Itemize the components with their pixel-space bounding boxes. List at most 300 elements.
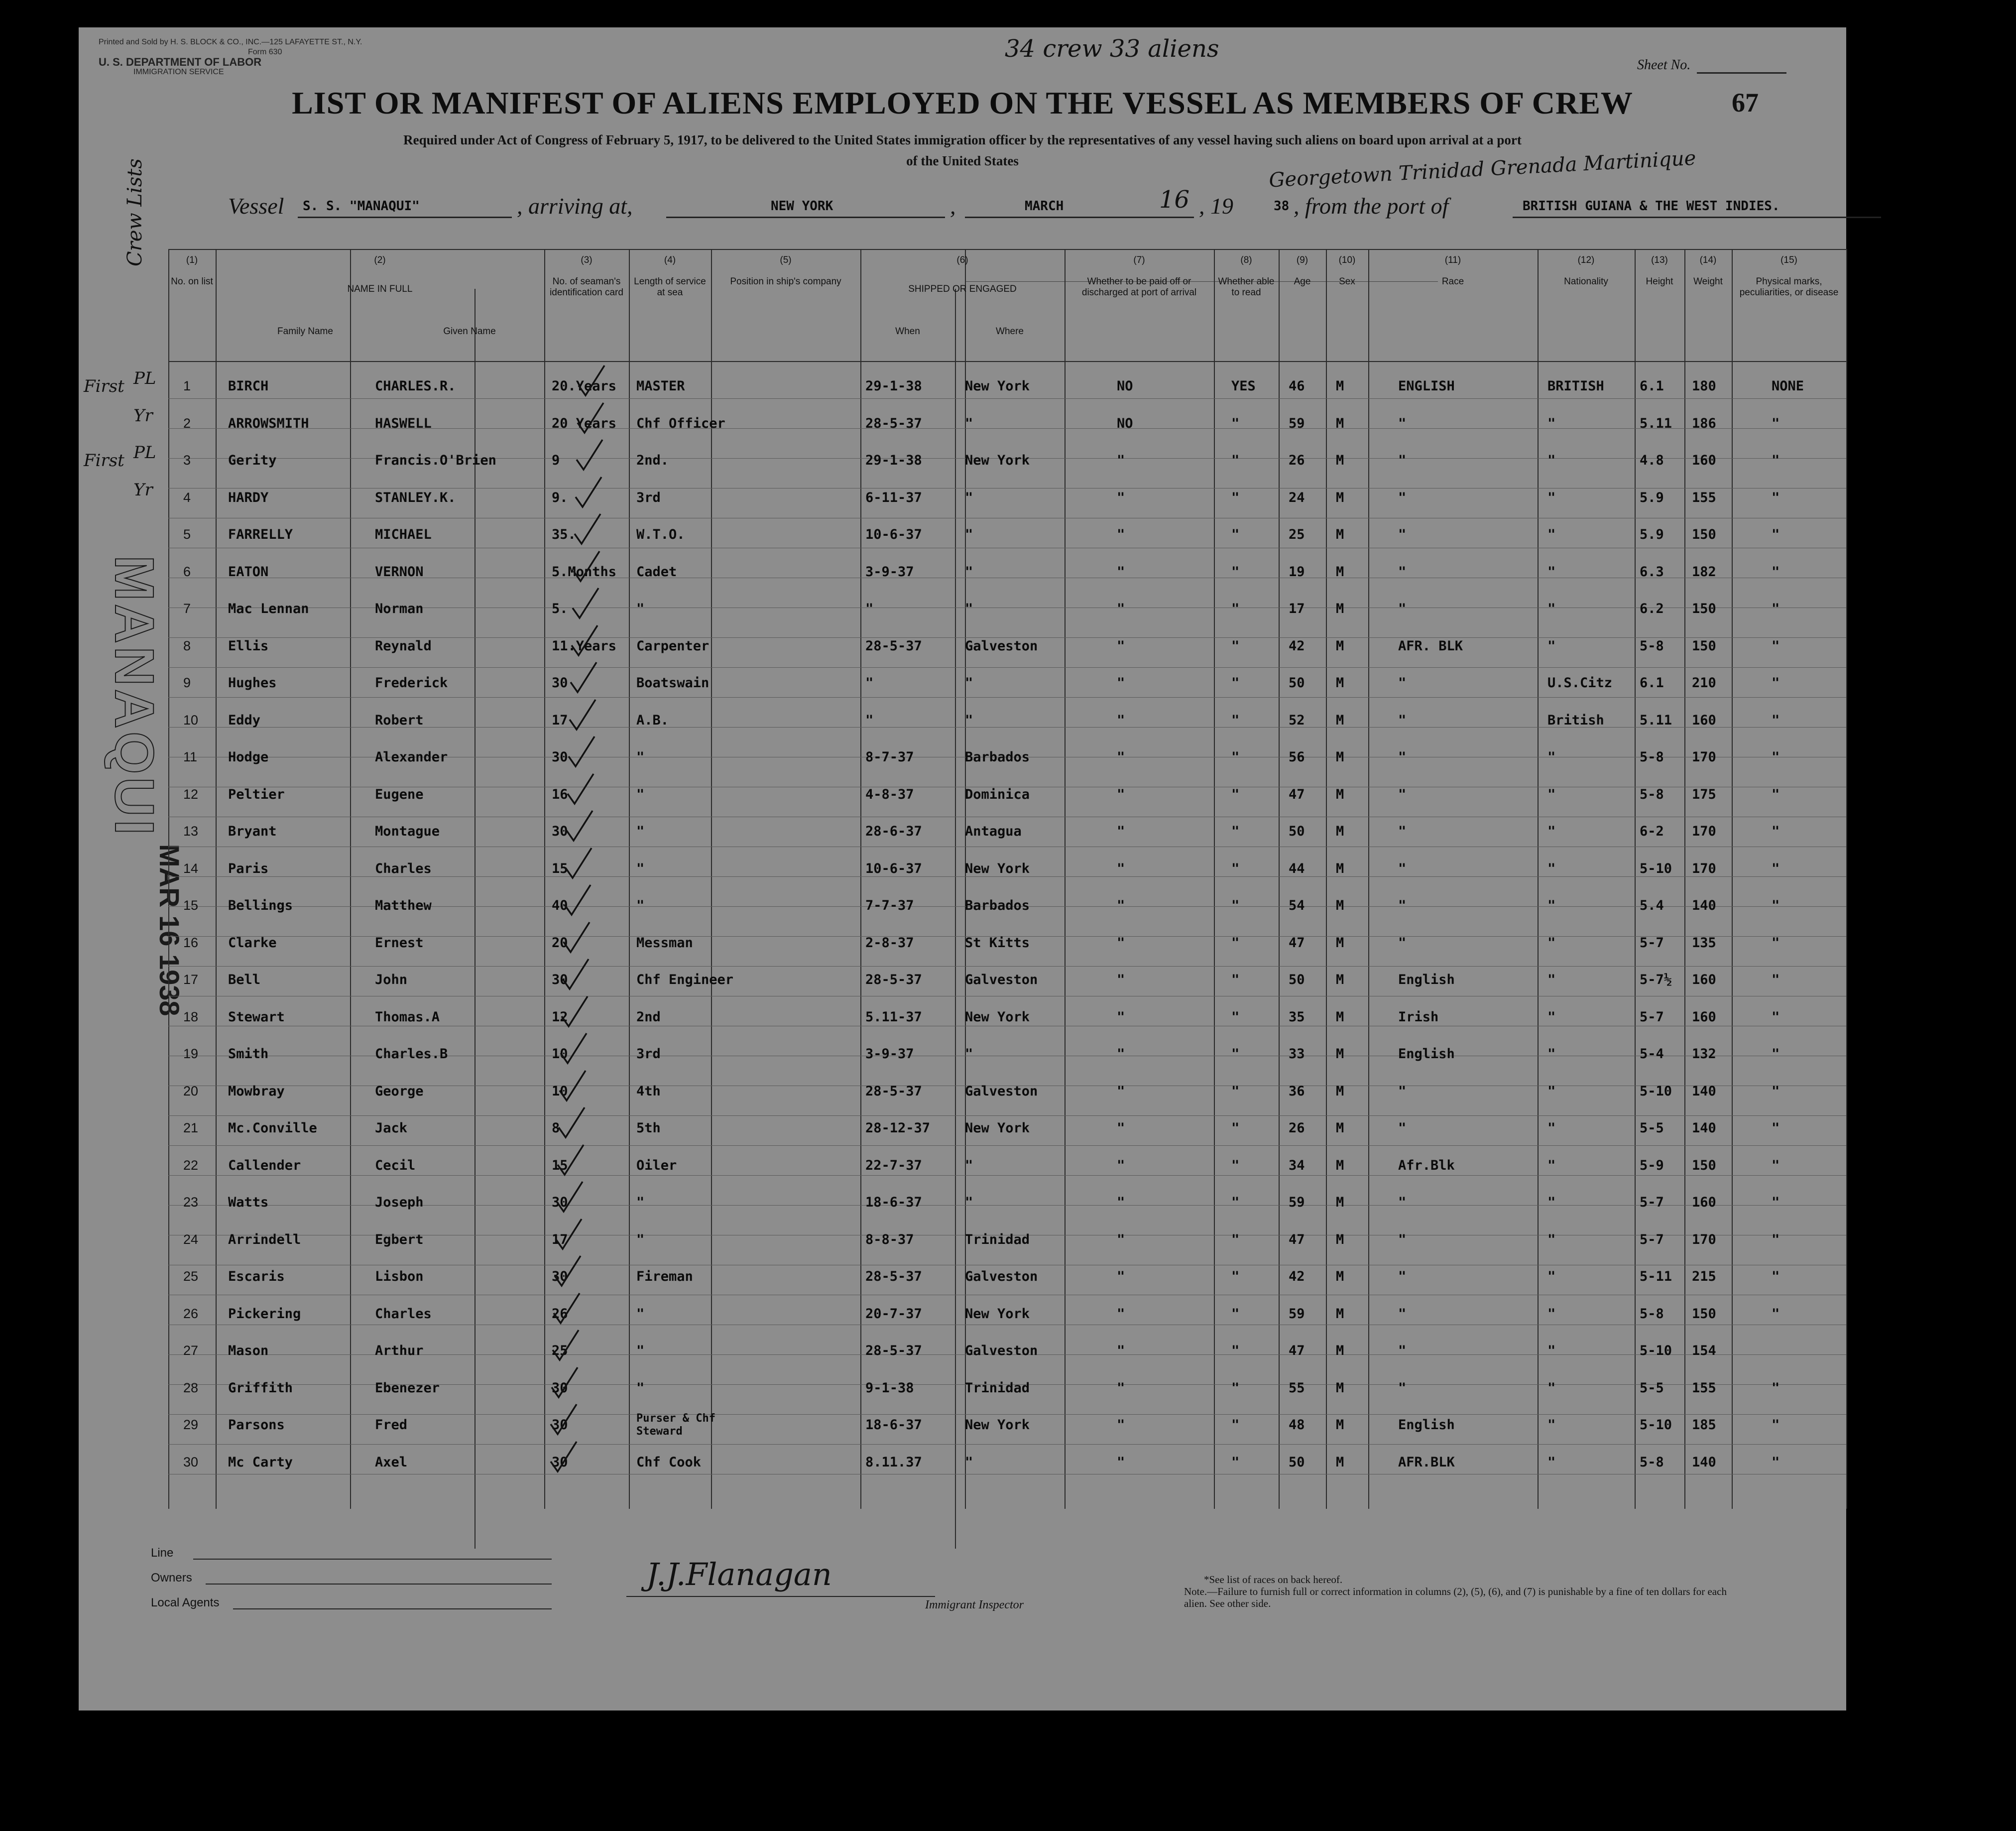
page-title: LIST OR MANIFEST OF ALIENS EMPLOYED ON THE VESSEL AS MEMBERS OF CREW [292, 85, 1633, 121]
race: " [1398, 786, 1407, 802]
paid-off: " [1117, 638, 1125, 654]
position-in-company: Cadet [636, 564, 677, 580]
checkmark-icon [570, 623, 599, 658]
given-name: Charles.B [375, 1046, 448, 1062]
column-number: (11) [1444, 255, 1461, 265]
margin-note: First [84, 451, 124, 471]
nationality: " [1547, 489, 1556, 505]
height: 5.11 [1640, 712, 1672, 728]
shipped-when: 4-8-37 [865, 786, 914, 802]
age: 26 [1289, 1120, 1305, 1136]
family-name: FARRELLY [228, 527, 293, 542]
paid-off: " [1117, 972, 1125, 987]
nationality: " [1547, 898, 1556, 913]
paid-off: " [1117, 1157, 1125, 1173]
race: " [1398, 527, 1407, 542]
nationality: " [1547, 1120, 1556, 1136]
position-in-company: Chf Officer [636, 415, 725, 431]
weight: 185 [1692, 1417, 1716, 1433]
row-number: 10 [183, 712, 199, 728]
given-name: Charles [375, 1306, 432, 1322]
shipped-when: 6-11-37 [865, 489, 922, 505]
shipped-where: Galveston [965, 1343, 1038, 1358]
weight: 215 [1692, 1269, 1716, 1284]
checkmark-icon [556, 1143, 586, 1178]
paid-off: " [1117, 712, 1125, 728]
physical-marks: " [1772, 972, 1780, 987]
weight: 140 [1692, 898, 1716, 913]
age: 42 [1289, 1269, 1305, 1284]
weight: 150 [1692, 1157, 1716, 1173]
weight: 140 [1692, 1083, 1716, 1099]
service-label: IMMIGRATION SERVICE [133, 68, 224, 76]
family-name: Mason [228, 1343, 269, 1358]
sex: M [1336, 786, 1344, 802]
margin-mark: PL [133, 368, 156, 388]
nationality: " [1547, 601, 1556, 616]
column-header: Whether to be paid off or discharged at port of arrival [1081, 276, 1197, 298]
able-to-read: " [1231, 638, 1240, 654]
nationality: " [1547, 786, 1556, 802]
height: 6.1 [1640, 675, 1664, 691]
fine-note: Note.—Failure to furnish full or correct information in columns (2), (5), (6), and (7) is punishable by a fine of ten dollars for each alien. See other side. [1184, 1586, 1727, 1609]
given-name: HASWELL [375, 415, 432, 431]
sex: M [1336, 1269, 1344, 1284]
shipped-where: Barbados [965, 898, 1030, 913]
position-in-company: 2nd. [636, 453, 669, 468]
checkmark-icon [552, 1291, 582, 1326]
column-header: No. of seaman's identification card [550, 276, 623, 298]
physical-marks: " [1772, 1120, 1780, 1136]
race: " [1398, 1380, 1407, 1396]
table-row [168, 819, 1846, 849]
table-row [133, 480, 1846, 515]
race: " [1398, 1343, 1407, 1358]
weight: 150 [1692, 638, 1716, 654]
checkmark-icon [550, 1365, 580, 1400]
weight: 170 [1692, 824, 1716, 839]
paid-off: " [1117, 453, 1125, 468]
paid-off: " [1117, 1120, 1125, 1136]
race: ENGLISH [1398, 378, 1455, 394]
nationality: " [1547, 935, 1556, 951]
family-name: Callender [228, 1157, 301, 1173]
race: " [1398, 860, 1407, 876]
table-row [168, 1450, 1846, 1479]
weight: 160 [1692, 972, 1716, 987]
shipped-when: 5.11-37 [865, 1009, 922, 1025]
printer-line: Printed and Sold by H. S. BLOCK & CO., INC.—125 LAFAYETTE ST., N.Y. [99, 38, 362, 46]
able-to-read: " [1231, 972, 1240, 987]
height: 5-8 [1640, 638, 1664, 654]
sex: M [1336, 1454, 1344, 1470]
arrival-port: NEW YORK [771, 199, 833, 214]
family-name: Clarke [228, 935, 277, 951]
sex: M [1336, 1417, 1344, 1433]
length-of-service: 20.Years [552, 378, 617, 394]
position-in-company: MASTER [636, 378, 685, 394]
checkmark-icon [562, 920, 592, 955]
sex: M [1336, 564, 1344, 580]
arrival-date-line [965, 217, 1194, 218]
footer-note [1184, 1574, 1732, 1609]
physical-marks: " [1772, 1083, 1780, 1099]
age: 50 [1289, 675, 1305, 691]
row-number: 20 [183, 1083, 199, 1099]
table-row [168, 1153, 1846, 1183]
position-in-company: 3rd [636, 1046, 661, 1062]
family-name: Ellis [228, 638, 269, 654]
family-name: Eddy [228, 712, 261, 728]
paid-off: " [1117, 824, 1125, 839]
shipped-when: 7-7-37 [865, 898, 914, 913]
race: " [1398, 675, 1407, 691]
table-row [84, 443, 1846, 478]
age: 50 [1289, 1454, 1305, 1470]
height: 5.9 [1640, 527, 1664, 542]
checkmark-icon [561, 957, 591, 992]
row-number: 21 [183, 1120, 199, 1135]
column-header: Length of service at sea [634, 276, 706, 298]
form-number: Form 630 [248, 48, 282, 56]
height: 5-8 [1640, 786, 1664, 802]
length-of-service: 35. [552, 527, 576, 542]
shipped-when: 9-1-38 [865, 1380, 914, 1396]
vessel-name-stamp: MANAQUI [104, 555, 165, 838]
shipped-when: 28-5-37 [865, 972, 922, 987]
length-of-service: 15 [552, 1157, 568, 1173]
column-divider [1846, 249, 1847, 1509]
age: 19 [1289, 564, 1305, 580]
shipped-where: Dominica [965, 786, 1030, 802]
arrival-date-stamp: MAR 16 1938 [154, 844, 185, 1016]
table-row [168, 1412, 1846, 1442]
row-number: 3 [183, 453, 191, 468]
shipped-when: " [865, 675, 874, 691]
physical-marks: " [1772, 1306, 1780, 1322]
race: " [1398, 1269, 1407, 1284]
arrival-year: 38 [1274, 199, 1290, 214]
shipped-where: " [965, 1454, 973, 1470]
row-number: 28 [183, 1380, 199, 1395]
manifest-sheet [79, 27, 1846, 1710]
column-header: Whether able to read [1218, 276, 1275, 298]
height: 5-10 [1640, 1417, 1672, 1433]
physical-marks: " [1772, 1157, 1780, 1173]
inspector-label: Immigrant Inspector [925, 1598, 1024, 1611]
shipped-when: 3-9-37 [865, 1046, 914, 1062]
checkmark-icon [549, 1402, 579, 1437]
shipped-where: " [965, 712, 973, 728]
shipped-where: " [965, 1046, 973, 1062]
row-number: 2 [183, 415, 191, 431]
nationality: " [1547, 749, 1556, 765]
length-of-service: 30 [552, 1380, 568, 1396]
family-name: HARDY [228, 489, 269, 505]
column-number: (3) [581, 255, 593, 265]
shipped-when: 28-12-37 [865, 1120, 931, 1136]
table-row [168, 596, 1846, 626]
age: 59 [1289, 1306, 1305, 1322]
column-number: (14) [1699, 255, 1717, 265]
handwritten-ports: Georgetown Trinidad Grenada Martinique [1268, 146, 1697, 192]
row-number: 29 [183, 1417, 199, 1432]
checkmark-icon [559, 1031, 589, 1066]
row-rule [168, 1145, 1846, 1146]
column-number: (2) [374, 255, 386, 265]
shipped-when: 18-6-37 [865, 1417, 922, 1433]
length-of-service: 30 [552, 749, 568, 765]
physical-marks: " [1772, 1009, 1780, 1025]
shipped-when: 10-6-37 [865, 527, 922, 542]
weight: 160 [1692, 1009, 1716, 1025]
sex: M [1336, 415, 1344, 431]
able-to-read: " [1231, 1306, 1240, 1322]
family-name: Bell [228, 972, 261, 987]
able-to-read: " [1231, 453, 1240, 468]
column-number: (9) [1296, 255, 1308, 265]
row-number: 27 [183, 1343, 199, 1358]
given-name: MICHAEL [375, 527, 432, 542]
paid-off: " [1117, 601, 1125, 616]
race: " [1398, 1083, 1407, 1099]
shipped-where: New York [965, 1009, 1030, 1025]
family-name: Bryant [228, 824, 277, 839]
shipped-when: " [865, 712, 874, 728]
shipped-when: 28-5-37 [865, 415, 922, 431]
length-of-service: 5. [552, 601, 568, 616]
nationality: " [1547, 415, 1556, 431]
family-name: Bellings [228, 898, 293, 913]
nationality: " [1547, 1380, 1556, 1396]
given-name: Reynald [375, 638, 432, 654]
row-number: 14 [183, 860, 199, 876]
shipped-where: New York [965, 453, 1030, 468]
given-name: Eugene [375, 786, 424, 802]
row-number: 7 [183, 601, 191, 616]
row-number: 6 [183, 564, 191, 579]
weight: 170 [1692, 749, 1716, 765]
height: 6.2 [1640, 601, 1664, 616]
paid-off: " [1117, 1454, 1125, 1470]
family-name: Gerity [228, 453, 277, 468]
family-name: Hughes [228, 675, 277, 691]
given-name: CHARLES.R. [375, 378, 456, 394]
vessel-name: S. S. "MANAQUI" [303, 199, 420, 214]
weight: 170 [1692, 860, 1716, 876]
sex: M [1336, 1306, 1344, 1322]
position-in-company: " [636, 1231, 645, 1247]
arrival-day: 16 [1159, 186, 1190, 214]
table-row [168, 1375, 1846, 1405]
column-number: (1) [186, 255, 198, 265]
position-in-company: " [636, 1343, 645, 1358]
given-name: Alexander [375, 749, 448, 765]
sheet-number-line [1697, 72, 1786, 74]
position-in-company: W.T.O. [636, 527, 685, 542]
family-name: Pickering [228, 1306, 301, 1322]
column-number: (12) [1577, 255, 1595, 265]
paid-off: " [1117, 1195, 1125, 1210]
shipped-when: 18-6-37 [865, 1195, 922, 1210]
column-header: Weight [1693, 276, 1723, 287]
able-to-read: " [1231, 1195, 1240, 1210]
family-name: Mc Carty [228, 1454, 293, 1470]
weight: 132 [1692, 1046, 1716, 1062]
height: 5-7 [1640, 1009, 1664, 1025]
race: English [1398, 1046, 1455, 1062]
paid-off: " [1117, 1083, 1125, 1099]
family-name: Watts [228, 1195, 269, 1210]
age: 47 [1289, 1343, 1305, 1358]
column-number: (6) [956, 255, 968, 265]
races-note: *See list of races on back hereof. [1204, 1574, 1343, 1586]
physical-marks: " [1772, 786, 1780, 802]
physical-marks: " [1772, 527, 1780, 542]
age: 54 [1289, 898, 1305, 913]
vessel-line [228, 186, 1780, 228]
sex: M [1336, 1009, 1344, 1025]
shipped-when: 22-7-37 [865, 1157, 922, 1173]
nationality: " [1547, 527, 1556, 542]
family-name: Griffith [228, 1380, 293, 1396]
length-of-service: 20 [552, 935, 568, 951]
shipped-when: 20-7-37 [865, 1306, 922, 1322]
table-row [168, 893, 1846, 923]
nationality: " [1547, 972, 1556, 987]
weight: 135 [1692, 935, 1716, 951]
length-of-service: 30 [552, 1454, 568, 1470]
given-name: Francis.O'Brien [375, 453, 496, 468]
weight: 210 [1692, 675, 1716, 691]
race: " [1398, 1231, 1407, 1247]
table-row [168, 1264, 1846, 1294]
table-row [168, 1338, 1846, 1368]
physical-marks: " [1772, 935, 1780, 951]
age: 46 [1289, 378, 1305, 394]
checkmark-icon [560, 994, 590, 1029]
position-in-company: " [636, 860, 645, 876]
owners-label: Owners [151, 1571, 192, 1585]
row-number: 9 [183, 675, 191, 690]
family-name: BIRCH [228, 378, 269, 394]
sex: M [1336, 712, 1344, 728]
shipped-where: " [965, 415, 973, 431]
shipped-when: 29-1-38 [865, 453, 922, 468]
age: 47 [1289, 786, 1305, 802]
family-name: Parsons [228, 1417, 285, 1433]
physical-marks: " [1772, 1454, 1780, 1470]
physical-marks: " [1772, 489, 1780, 505]
physical-marks: " [1772, 749, 1780, 765]
age: 48 [1289, 1417, 1305, 1433]
length-of-service: 17 [552, 712, 568, 728]
arriving-label: , arriving at, [517, 193, 633, 219]
height: 5-7 [1640, 1231, 1664, 1247]
table-row [168, 1004, 1846, 1034]
shipped-when: 8-7-37 [865, 749, 914, 765]
table-row [168, 708, 1846, 737]
nationality: U.S.Citz [1547, 675, 1613, 691]
height: 5-7 [1640, 935, 1664, 951]
row-number: 24 [183, 1231, 199, 1247]
shipped-when: 28-5-37 [865, 638, 922, 654]
table-row [168, 744, 1846, 774]
height: 5-10 [1640, 860, 1672, 876]
page-number: 67 [1732, 88, 1759, 118]
height: 5-11 [1640, 1269, 1672, 1284]
height: 5-5 [1640, 1380, 1664, 1396]
vessel-name-line [298, 217, 512, 218]
age: 59 [1289, 1195, 1305, 1210]
paid-off: " [1117, 898, 1125, 913]
sex: M [1336, 601, 1344, 616]
age: 50 [1289, 972, 1305, 987]
race: " [1398, 824, 1407, 839]
paid-off: " [1117, 675, 1125, 691]
height: 5-8 [1640, 749, 1664, 765]
inspector-signature: J.J.Flanagan [646, 1556, 832, 1592]
nationality: " [1547, 1009, 1556, 1025]
table-row [168, 1190, 1846, 1220]
printer-block [99, 37, 362, 77]
shipped-where: " [965, 564, 973, 580]
age: 35 [1289, 1009, 1305, 1025]
sex: M [1336, 638, 1344, 654]
department-label: U. S. DEPARTMENT OF LABOR [99, 56, 262, 68]
margin-mark: Yr [133, 405, 153, 426]
physical-marks: " [1772, 564, 1780, 580]
length-of-service: 25 [552, 1343, 568, 1358]
position-in-company: " [636, 1195, 645, 1210]
column-header: NAME IN FULL [347, 284, 413, 294]
sex: M [1336, 1343, 1344, 1358]
race: English [1398, 1417, 1455, 1433]
table-row [168, 782, 1846, 812]
shipped-where: New York [965, 1417, 1030, 1433]
able-to-read: " [1231, 1083, 1240, 1099]
length-of-service: 30 [552, 1269, 568, 1284]
family-name: Hodge [228, 749, 269, 765]
shipped-where: New York [965, 860, 1030, 876]
position-in-company: 5th [636, 1120, 661, 1136]
physical-marks: " [1772, 1380, 1780, 1396]
age: 52 [1289, 712, 1305, 728]
family-name: EATON [228, 564, 269, 580]
nationality: " [1547, 1195, 1556, 1210]
able-to-read: " [1231, 860, 1240, 876]
shipped-when: " [865, 601, 874, 616]
checkmark-icon [574, 475, 603, 510]
handwritten-crew-count: 34 crew 33 aliens [1005, 35, 1219, 63]
length-of-service: 30 [552, 675, 568, 691]
checkmark-icon [553, 1254, 583, 1289]
year-prefix: , 19 [1199, 193, 1233, 219]
checkmark-icon [569, 660, 598, 695]
age: 34 [1289, 1157, 1305, 1173]
length-of-service: 40 [552, 898, 568, 913]
weight: 160 [1692, 712, 1716, 728]
table-row [133, 405, 1846, 441]
weight: 160 [1692, 453, 1716, 468]
nationality: " [1547, 1046, 1556, 1062]
column-header: Age [1294, 276, 1311, 287]
subtitle-line-1: Required under Act of Congress of February 5, 1917, to be delivered to the United States immigration officer by the representatives of any vessel having such aliens on board upon arrival at a port [403, 132, 1522, 147]
shipped-when: 28-6-37 [865, 824, 922, 839]
position-in-company: Messman [636, 935, 693, 951]
column-header: Physical marks, peculiarities, or disease [1739, 276, 1839, 298]
sex: M [1336, 1046, 1344, 1062]
